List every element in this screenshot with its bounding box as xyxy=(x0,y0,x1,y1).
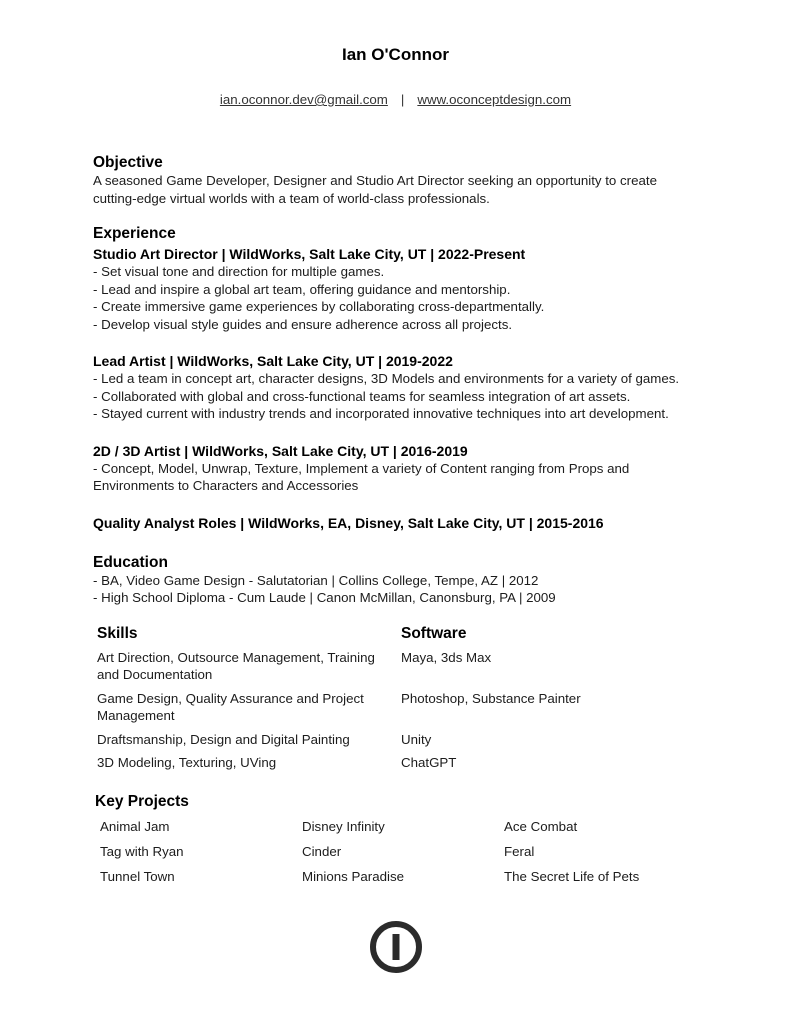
project-cell: Ace Combat xyxy=(504,818,578,834)
email-link[interactable]: ian.oconnor.dev@gmail.com xyxy=(219,92,388,107)
contact-line xyxy=(0,92,791,108)
project-cell: Minions Paradise xyxy=(302,868,404,884)
job-bullet: - Lead and inspire a global art team, offering guidance and mentorship. xyxy=(93,281,511,297)
job-title: Quality Analyst Roles | WildWorks, EA, Disney, Salt Lake City, UT | 2015-2016 xyxy=(93,514,604,531)
software-cell: Unity xyxy=(401,731,432,747)
education-section xyxy=(93,553,701,607)
job-bullet: - Create immersive game experiences by collaborating cross-departmentally. xyxy=(93,299,545,314)
key-projects-section xyxy=(93,792,701,893)
education-item: - High School Diploma - Cum Laude | Canon McMillan, Canonsburg, PA | 2009 xyxy=(93,590,556,605)
skills-software-table xyxy=(93,624,701,772)
skill-cell: Draftsmanship, Design and Digital Painting xyxy=(97,731,350,747)
job-title: Lead Artist | WildWorks, Salt Lake City, UT | 2019-2022 xyxy=(93,353,453,369)
website-link[interactable]: www.oconceptdesign.com xyxy=(417,92,572,107)
job-bullet: - Develop visual style guides and ensure adherence across all projects. xyxy=(93,316,513,332)
job-bullet: - Collaborated with global and cross-functional teams for seamless integration of art assets. xyxy=(93,388,631,404)
experience-section xyxy=(93,224,701,532)
project-cell: Cinder xyxy=(302,843,342,859)
software-cell: Maya, 3ds Max xyxy=(401,649,492,665)
job-entry xyxy=(93,442,701,495)
software-heading: Software xyxy=(401,624,467,642)
objective-section xyxy=(93,153,701,207)
job-bullet: - Stayed current with industry trends and incorporated innovative techniques into art development. xyxy=(93,406,669,421)
skills-heading: Skills xyxy=(97,624,138,642)
objective-heading: Objective xyxy=(93,154,163,171)
key-projects-table xyxy=(93,818,701,893)
project-cell: Disney Infinity xyxy=(302,818,385,834)
skills-software-section xyxy=(93,624,701,772)
key-projects-heading: Key Projects xyxy=(95,792,189,810)
experience-heading: Experience xyxy=(93,225,176,242)
page-title: Ian O'Connor xyxy=(342,45,449,64)
io-monogram-bar xyxy=(392,934,399,960)
software-cell: Photoshop, Substance Painter xyxy=(401,690,581,706)
skill-cell: Game Design, Quality Assurance and Project Management xyxy=(97,690,364,723)
job-title: 2D / 3D Artist | WildWorks, Salt Lake City, UT | 2016-2019 xyxy=(93,442,468,459)
io-monogram-icon xyxy=(370,921,422,973)
objective-text: A seasoned Game Developer, Designer and Studio Art Director seeking an opportunity to create cutting-edge virtual worlds with a team of world-class professionals. xyxy=(93,173,657,206)
job-bullet: - Concept, Model, Unwrap, Texture, Implement a variety of Content ranging from Props and Environments to Characters and Accessories xyxy=(93,460,630,493)
contact-separator: | xyxy=(400,92,405,107)
skill-cell: Art Direction, Outsource Management, Training and Documentation xyxy=(97,649,375,682)
project-cell: Tag with Ryan xyxy=(100,843,184,859)
job-entry xyxy=(93,352,701,423)
education-heading: Education xyxy=(93,553,168,571)
education-item: - BA, Video Game Design - Salutatorian | Collins College, Tempe, AZ | 2012 xyxy=(93,572,539,588)
software-cell: ChatGPT xyxy=(401,755,457,770)
skill-cell: 3D Modeling, Texturing, UVing xyxy=(97,755,277,770)
job-bullet: - Set visual tone and direction for multiple games. xyxy=(93,264,385,279)
job-title: Studio Art Director | WildWorks, Salt Lake City, UT | 2022-Present xyxy=(93,246,526,262)
resume-content xyxy=(93,153,701,893)
job-bullet: - Led a team in concept art, character designs, 3D Models and environments for a variety of games. xyxy=(93,371,680,386)
project-cell: Feral xyxy=(504,843,535,859)
project-cell: Tunnel Town xyxy=(100,868,175,884)
job-entry xyxy=(93,514,701,532)
job-entry xyxy=(93,245,701,333)
project-cell: Animal Jam xyxy=(100,818,170,834)
footer xyxy=(0,921,791,973)
project-cell: The Secret Life of Pets xyxy=(504,868,640,884)
